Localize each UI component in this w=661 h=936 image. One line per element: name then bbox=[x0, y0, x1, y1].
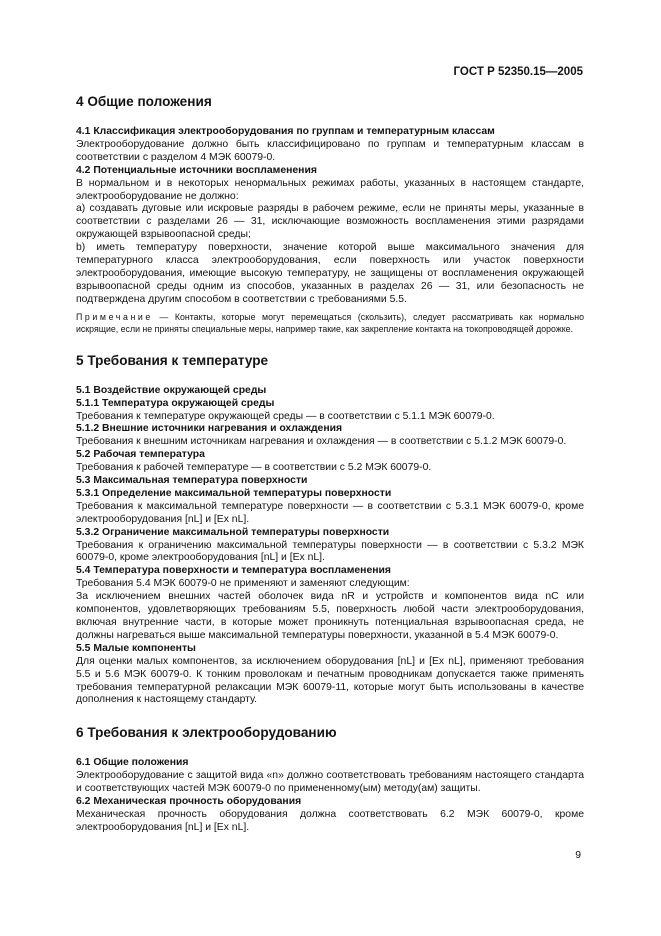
note-text: — Контакты, которые могут перемещаться (скользить), следует рассматривать как нормально искрящие, если не приняты специальные меры, например такие, как закрепление контакта на токопроводящей дорожке. bbox=[76, 311, 584, 334]
section-6-2-text: Механическая прочность оборудования должна соответствовать 6.2 МЭК 60079-0, кроме электрооборудования [nL] и [Ex nL]. bbox=[76, 808, 584, 833]
section-5-1-title: 5.1 Воздействие окружающей среды bbox=[76, 384, 267, 396]
section-6-1-text: Электрооборудование с защитой вида «n» должно соответствовать требованиям настоящего стандарта и соответствующих частей МЭК 60079-0 по примененному(ым) методу(ам) защиты. bbox=[76, 770, 584, 795]
section-5-5-title: 5.5 Малые компоненты bbox=[76, 642, 196, 654]
section-5-1-2-title: 5.1.2 Внешние источники нагревания и охлаждения bbox=[76, 423, 343, 435]
section-5-1-1-text: Требования к температуре окружающей среды — в соответствии с 5.1.1 МЭК 60079-0. bbox=[76, 410, 495, 422]
section-6-title: 6 Требования к электрооборудованию bbox=[76, 725, 337, 741]
section-4-2-title: 4.2 Потенциальные источники воспламенения bbox=[76, 164, 317, 176]
section-5-3-2-title: 5.3.2 Ограничение максимальной температуры поверхности bbox=[76, 526, 390, 538]
section-5-5-text: Для оценки малых компонентов, за исключением оборудования [nL] и [Ex nL], применяют требования 5.5 и 5.6 МЭК 60079-0. К тонким проволокам и печатным проводникам допускается также применять требования температурной релаксации МЭК 60079-11, которые могут быть использованы в качестве дополнения к настоящему стандарту. bbox=[76, 655, 584, 706]
section-5-3-1-title: 5.3.1 Определение максимальной температуры поверхности bbox=[76, 487, 392, 499]
page-number: 9 bbox=[575, 850, 581, 861]
section-5-1-1-title: 5.1.1 Температура окружающей среды bbox=[76, 397, 275, 409]
section-6-2-title: 6.2 Механическая прочность оборудования bbox=[76, 796, 302, 808]
section-4-1-title: 4.1 Классификация электрооборудования по группам и температурным классам bbox=[76, 126, 495, 137]
section-4-2-item-b: b) иметь температуру поверхности, значение которой выше максимального значения для температурного класса электрооборудования, если поверхность или участок поверхности электрооборудования, имеющие высокую температуру, не защищены от воспламенения окружающей взрывоопасной среды одним из способов, указанных в разделах 26 — 31, или безопасность не подтверждена другим способом в соответствии с требованиями 5.5. bbox=[76, 242, 584, 305]
section-5-3-title: 5.3 Максимальная температура поверхности bbox=[76, 475, 308, 487]
note bbox=[76, 311, 584, 335]
section-6-1-title: 6.1 Общие положения bbox=[76, 757, 189, 769]
section-4-1-text: Электрооборудование должно быть классифицировано по группам и температурным классам в соответствии с разделом 4 МЭК 60079-0. bbox=[76, 138, 584, 163]
section-4-title: 4 Общие положения bbox=[76, 94, 212, 109]
section-5-1-2-text: Требования к внешним источникам нагревания и охлаждения — в соответствии с 5.1.2 МЭК 60079-0. bbox=[76, 436, 567, 448]
section-5-2-text: Требования к рабочей температуре — в соответствии с 5.2 МЭК 60079-0. bbox=[76, 462, 432, 474]
section-5-2-title: 5.2 Рабочая температура bbox=[76, 449, 205, 461]
section-5-3-2-text: Требования к ограничению максимальной температуры поверхности — в соответствии с 5.3.2 МЭК 60079-0, кроме электрооборудования [nL] и [Ex nL]. bbox=[76, 539, 584, 564]
section-4-2-item-a: а) создавать дуговые или искровые разряды в рабочем режиме, если не приняты меры, указанные в соответствии с разделами 26 — 31, исключающие возможность воспламенения этими разрядами окружающей взрывоопасной среды; bbox=[76, 203, 584, 241]
section-5-4-title: 5.4 Температура поверхности и температура воспламенения bbox=[76, 565, 391, 577]
document-code: ГОСТ Р 52350.15—2005 bbox=[453, 66, 583, 78]
section-4-2-text: В нормальном и в некоторых ненормальных режимах работы, указанных в настоящем стандарте, электрооборудование не должно: bbox=[76, 177, 584, 202]
note-label: Примечание bbox=[76, 311, 153, 322]
section-5-title: 5 Требования к температуре bbox=[76, 352, 269, 368]
section-5-4-text-2: За исключением внешних частей оболочек вида nR и устройств и компонентов вида nC или компонентов, удовлетворяющих требованиям 5.5, поверхность любой части электрооборудования, включая внутренние части, в которые может проникнуть потенциальная взрывоопасная среда, не должны нагреваться выше максимальной температуры поверхности, указанной в 5.4 МЭК 60079-0. bbox=[76, 591, 584, 641]
section-5-4-text-1: Требования 5.4 МЭК 60079-0 не применяют и заменяют следующим: bbox=[76, 578, 410, 590]
section-5-3-1-text: Требования к максимальной температуре поверхности — в соответствии с 5.3.1 МЭК 60079-0, кроме электрооборудования [nL] и [Ex nL]. bbox=[76, 500, 584, 525]
page-content bbox=[76, 93, 584, 835]
